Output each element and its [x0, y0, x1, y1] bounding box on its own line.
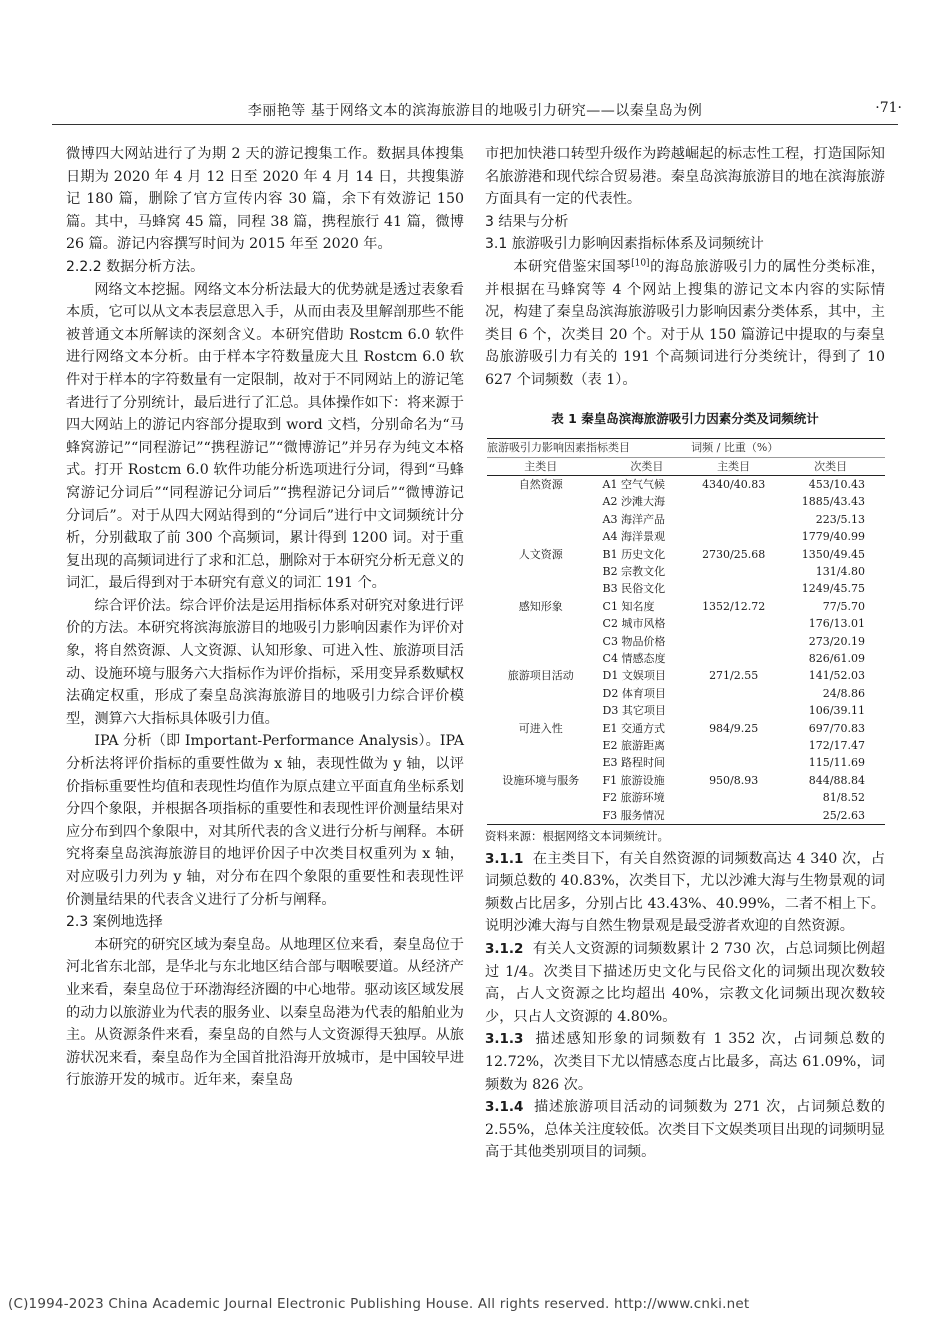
table-cell [691, 650, 776, 667]
table-cell [487, 493, 595, 510]
table-cell [691, 737, 776, 754]
table-cell: E2 旅游距离 [602, 739, 666, 753]
table-cell: 115/11.69 [808, 756, 865, 770]
table-cell: C3 物品价格 [602, 634, 666, 648]
table-cell [691, 580, 776, 597]
table-body [487, 475, 885, 824]
table-cell: D2 体育项目 [602, 686, 666, 700]
table-cell: 141/52.03 [808, 669, 865, 683]
table-cell: F2 旅游环境 [602, 791, 665, 805]
table-subheader-sub: 次类目 [595, 457, 692, 475]
page-number: ·71· [875, 100, 902, 116]
table-cell: B2 宗教文化 [602, 564, 666, 578]
table-cell: 1779/40.99 [801, 530, 865, 544]
paragraph-text-mining: 网络文本挖掘。网络文本分析法最大的优势就是透过表象看本质，它可以从文本表层意思入手，从而由表及里解剖那些不能被普通文本所解读的深刻含义。本研究借助 Rostcm 6.0 软件进行网络文本分析。由于样本字符数量庞大且 Rostcm 6.0 软件对于样本的字符数量有一定限制，故对于不同网站上的游记笔者进行了分别统计，最后进行了汇总。具体操作如下：将来源于四大网站上的游记内容部分提取到 word 文档，分别命名为“马蜂窝游记”“同程游记”“携程游记”“微博游记”并另存为纯文本格式。打开 Rostcm 6.0 软件功能分析选项进行分词，得到“马蜂窝游记分词后”“同程游记分词后”“携程游记分词后”“微博游记分词后”。对于从四大网站得到的“分词后”进行中文词频统计分析，分别截取了前 300 个高频词，累计得到 1200 词。对于重复出现的高频词进行了求和汇总，删除对于本研究分析无意义的词汇，最后得到对于本研究有意义的词汇 191 个。 [66, 281, 464, 592]
table-cell [487, 528, 595, 545]
table-row [487, 563, 885, 580]
section-text: 有关人文资源的词频数累计 2 730 次，占总词频比例超过 1/4。次类目下描述历史文化与民俗文化的词频出现次数较高，占人文资源之比均超出 40%，宗教文化词频出现次数较少，只占人文资源的 4.80%。 [485, 941, 885, 1025]
table-caption: 表 1 秦皇岛滨海旅游吸引力因素分类及词频统计 [551, 410, 819, 426]
table-cell [487, 563, 595, 580]
table-cell [487, 615, 595, 632]
table-cell [691, 493, 776, 510]
table-cell: 271/2.55 [709, 669, 759, 683]
table-subheader-main: 主类目 [487, 457, 595, 475]
table-row [487, 737, 885, 754]
section-text: 描述感知形象的词频数有 1 352 次，占词频总数的 12.72%，次类目下尤以情感态度占比最多，高达 61.09%，词频数为 826 次。 [485, 1031, 885, 1093]
table-cell [487, 685, 595, 702]
table-cell [691, 615, 776, 632]
table-subheader-main-freq: 主类目 [691, 457, 776, 475]
table-cell: 4340/40.83 [702, 477, 766, 491]
table-cell [487, 580, 595, 597]
section-3-1-1 [485, 848, 885, 938]
table-row [487, 598, 885, 615]
paragraph-classification-part2: 的海岛旅游吸引力的属性分类标准，并根据在马蜂窝等 4 个网站上搜集的游记文本内容的实际情况，构建了秦皇岛滨海旅游吸引力影响因素分类体系，其中，主类目 6 个，次类目 20 个。对于从 150 篇游记中提取的与秦皇岛旅游吸引力有关的 191 个高频词进行分类统计，得到了 10 627 个词频数（表 1）。 [485, 258, 885, 388]
table-cell [487, 807, 595, 825]
table-cell: 1350/49.45 [801, 547, 865, 561]
table-cell: B3 民俗文化 [602, 582, 666, 596]
table-cell: F1 旅游设施 [602, 773, 665, 787]
section-text: 在主类目下，有关自然资源的词频数高达 4 340 次，占词频总数的 40.83%，次类目下，尤以沙滩大海与生物景观的词频数占比居多，分别占比 43.43%、40.99%，二者不相上下。说明沙滩大海与自然生物景观是最受游者欢迎的自然资源。 [485, 850, 885, 935]
table-row [487, 754, 885, 771]
table-header-frequency: 词频 / 比重（%） [691, 439, 885, 457]
table-cell: 131/4.80 [815, 564, 865, 578]
heading-2-3: 2.3 案例地选择 [66, 914, 163, 931]
section-number: 3.1.2 [485, 941, 524, 958]
table-cell: C1 知名度 [602, 599, 655, 613]
table-cell: 176/13.01 [808, 617, 865, 631]
table-cell [487, 650, 595, 667]
table-cell: D3 其它项目 [602, 704, 666, 718]
table-cell: 24/8.86 [822, 686, 865, 700]
table-cell: 826/61.09 [808, 652, 865, 665]
table-cell [691, 685, 776, 702]
heading-3-1: 3.1 旅游吸引力影响因素指标体系及词频统计 [485, 236, 764, 253]
table-cell: 2730/25.68 [702, 547, 766, 561]
table-cell: C4 情感态度 [602, 652, 666, 665]
table-subheader-sub-freq: 次类目 [776, 457, 885, 475]
heading-2-2-2: 2.2.2 数据分析方法。 [66, 258, 205, 275]
section-3-1-3 [485, 1028, 885, 1096]
table-cell: 感知形象 [518, 599, 563, 613]
table-cell: 25/2.63 [776, 807, 885, 825]
table-row [487, 528, 885, 545]
table-cell: 984/9.25 [709, 721, 759, 735]
table-cell: 人文资源 [518, 547, 563, 561]
table-cell: 旅游项目活动 [507, 669, 574, 683]
table-cell: 1352/12.72 [702, 599, 766, 613]
table-row [487, 511, 885, 528]
table-cell [691, 511, 776, 528]
table-cell: 950/8.93 [709, 773, 759, 787]
table-cell: C2 城市风格 [602, 617, 666, 631]
attraction-factor-table [487, 438, 885, 825]
paragraph-classification-part1: 本研究借鉴宋国琴 [513, 258, 632, 275]
table-row [487, 580, 885, 597]
table-cell: A1 空气气候 [602, 477, 665, 491]
table-cell [691, 563, 776, 580]
table-row [487, 633, 885, 650]
table-cell [691, 702, 776, 719]
table-row [487, 650, 885, 667]
paragraph-data-collection: 微博四大网站进行了为期 2 天的游记搜集工作。数据具体搜集日期为 2020 年 4 月 12 日至 2020 年 4 月 14 日，共搜集游记 180 篇，删除了官方宣传内容 30 篇，余下有效游记 150 篇。其中，马蜂窝 45 篇，同程 38 篇，携程旅行 41 篇，微博 26 篇。游记内容撰写时间为 2015 年至 2020 年。 [66, 146, 464, 253]
table-cell [487, 633, 595, 650]
section-number: 3.1.1 [485, 850, 524, 867]
table-cell: E3 路程时间 [602, 756, 666, 770]
citation-ref: [10] [631, 258, 650, 269]
table-row [487, 789, 885, 806]
table-cell: 77/5.70 [822, 599, 865, 613]
section-text: 描述旅游项目活动的词频数为 271 次，占词频总数的 2.55%，总体关注度较低。次类目下文娱类项目出现的词频明显高于其他类别项目的词频。 [485, 1099, 885, 1161]
table-cell: 1249/45.75 [801, 582, 865, 596]
paragraph-comprehensive-evaluation: 综合评价法。综合评价法是运用指标体系对研究对象进行评价的方法。本研究将滨海旅游目的地吸引力影响因素作为评价对象，将自然资源、人文资源、认知形象、可进入性、旅游项目活动、设施环境与服务六大指标作为评价指标，采用变异系数赋权法确定权重，形成了秦皇岛滨海旅游目的地吸引力综合评价模型，测算六大指标具体吸引力值。 [66, 597, 464, 727]
paragraph-case-selection: 本研究的研究区域为秦皇岛。从地理区位来看，秦皇岛位于河北省东北部，是华北与东北地区结合部与咽喉要道。从经济产业来看，秦皇岛位于环渤海经济圈的中心地带。驱动该区域发展的动力以旅游业为代表的服务业、以秦皇岛港为代表的船舶业为主。从资源条件来看，秦皇岛的自然与人文资源得天独厚。从旅游状况来看，秦皇岛作为全国首批沿海开放城市，是中国较早进行旅游开发的城市。近年来，秦皇岛 [66, 936, 464, 1089]
section-number: 3.1.4 [485, 1099, 524, 1116]
running-title: 李丽艳等 基于网络文本的滨海旅游目的地吸引力研究——以秦皇岛为例 [247, 103, 703, 119]
paragraph-ipa-analysis: IPA 分析（即 Important-Performance Analysis）。IPA 分析法将评价指标的重要性做为 x 轴，表现性做为 y 轴，以评价指标重要性均值和表现性均值作为原点建立平面直角坐标系划分四个象限，并根据各项指标的重要性和表现性评价测量结果对应分布到四个象限中，对其所代表的含义进行分析与阐释。本研究将秦皇岛滨海旅游目的地评价因子中次类目权重列为 x 轴，对应吸引力列为 y 轴，对分布在四个象限的重要性和表现性评价测量结果的代表含义进行了分析与阐释。 [66, 733, 464, 908]
table-cell: 设施环境与服务 [502, 773, 580, 787]
table-row [487, 546, 885, 563]
table-cell: 自然资源 [518, 477, 563, 491]
table-row [487, 615, 885, 632]
table-cell: 106/39.11 [808, 704, 865, 718]
table-cell: 1885/43.43 [801, 495, 865, 509]
table-cell [691, 807, 776, 825]
table-row [487, 493, 885, 510]
table-cell [691, 528, 776, 545]
table-cell: 172/17.47 [808, 739, 865, 753]
table-row [487, 772, 885, 789]
section-3-1-4 [485, 1096, 885, 1164]
table-cell: 697/70.83 [808, 721, 865, 735]
table-cell: 可进入性 [518, 721, 563, 735]
table-cell: A3 海洋产品 [602, 512, 665, 526]
table-row [487, 685, 885, 702]
table-cell: D1 文娱项目 [602, 669, 666, 683]
heading-3: 3 结果与分析 [485, 213, 569, 230]
table-cell: 81/8.52 [822, 791, 865, 805]
table-cell [487, 702, 595, 719]
table-source: 资料来源：根据网络文本词频统计。 [485, 829, 669, 844]
table-cell [691, 754, 776, 771]
header-rule [52, 124, 898, 125]
copyright-footer: (C)1994-2023 China Academic Journal Electronic Publishing House. All rights reserved. http://www.cnki.net [8, 1296, 750, 1312]
table-cell: B1 历史文化 [602, 547, 666, 561]
table-cell: E1 交通方式 [602, 721, 666, 735]
section-3-1-2 [485, 938, 885, 1028]
table-cell: 453/10.43 [808, 477, 865, 491]
table-cell [487, 789, 595, 806]
table-cell: A4 海洋景观 [602, 530, 665, 544]
table-row [487, 807, 885, 825]
table-cell [487, 754, 595, 771]
table-row [487, 702, 885, 719]
table-cell [691, 789, 776, 806]
left-column [66, 143, 464, 1092]
table-row [487, 475, 885, 493]
table-cell [487, 511, 595, 528]
table-header-category: 旅游吸引力影响因素指标类目 [487, 439, 691, 457]
page-header [40, 100, 910, 122]
table-cell: A2 沙滩大海 [602, 495, 665, 509]
section-number: 3.1.3 [485, 1031, 524, 1048]
table-cell: F3 服务情况 [595, 807, 692, 825]
table-cell [691, 633, 776, 650]
table-row [487, 720, 885, 737]
table-cell [487, 737, 595, 754]
table-row [487, 667, 885, 684]
right-column [485, 143, 885, 1164]
table-cell: 844/88.84 [808, 773, 865, 787]
paragraph-classification [485, 256, 885, 392]
paragraph-case-continued: 市把加快港口转型升级作为跨越崛起的标志性工程，打造国际知名旅游港和现代综合贸易港。秦皇岛滨海旅游目的地在滨海旅游方面具有一定的代表性。 [485, 146, 885, 208]
table-cell: 273/20.19 [808, 634, 865, 648]
table-cell: 223/5.13 [815, 512, 865, 526]
